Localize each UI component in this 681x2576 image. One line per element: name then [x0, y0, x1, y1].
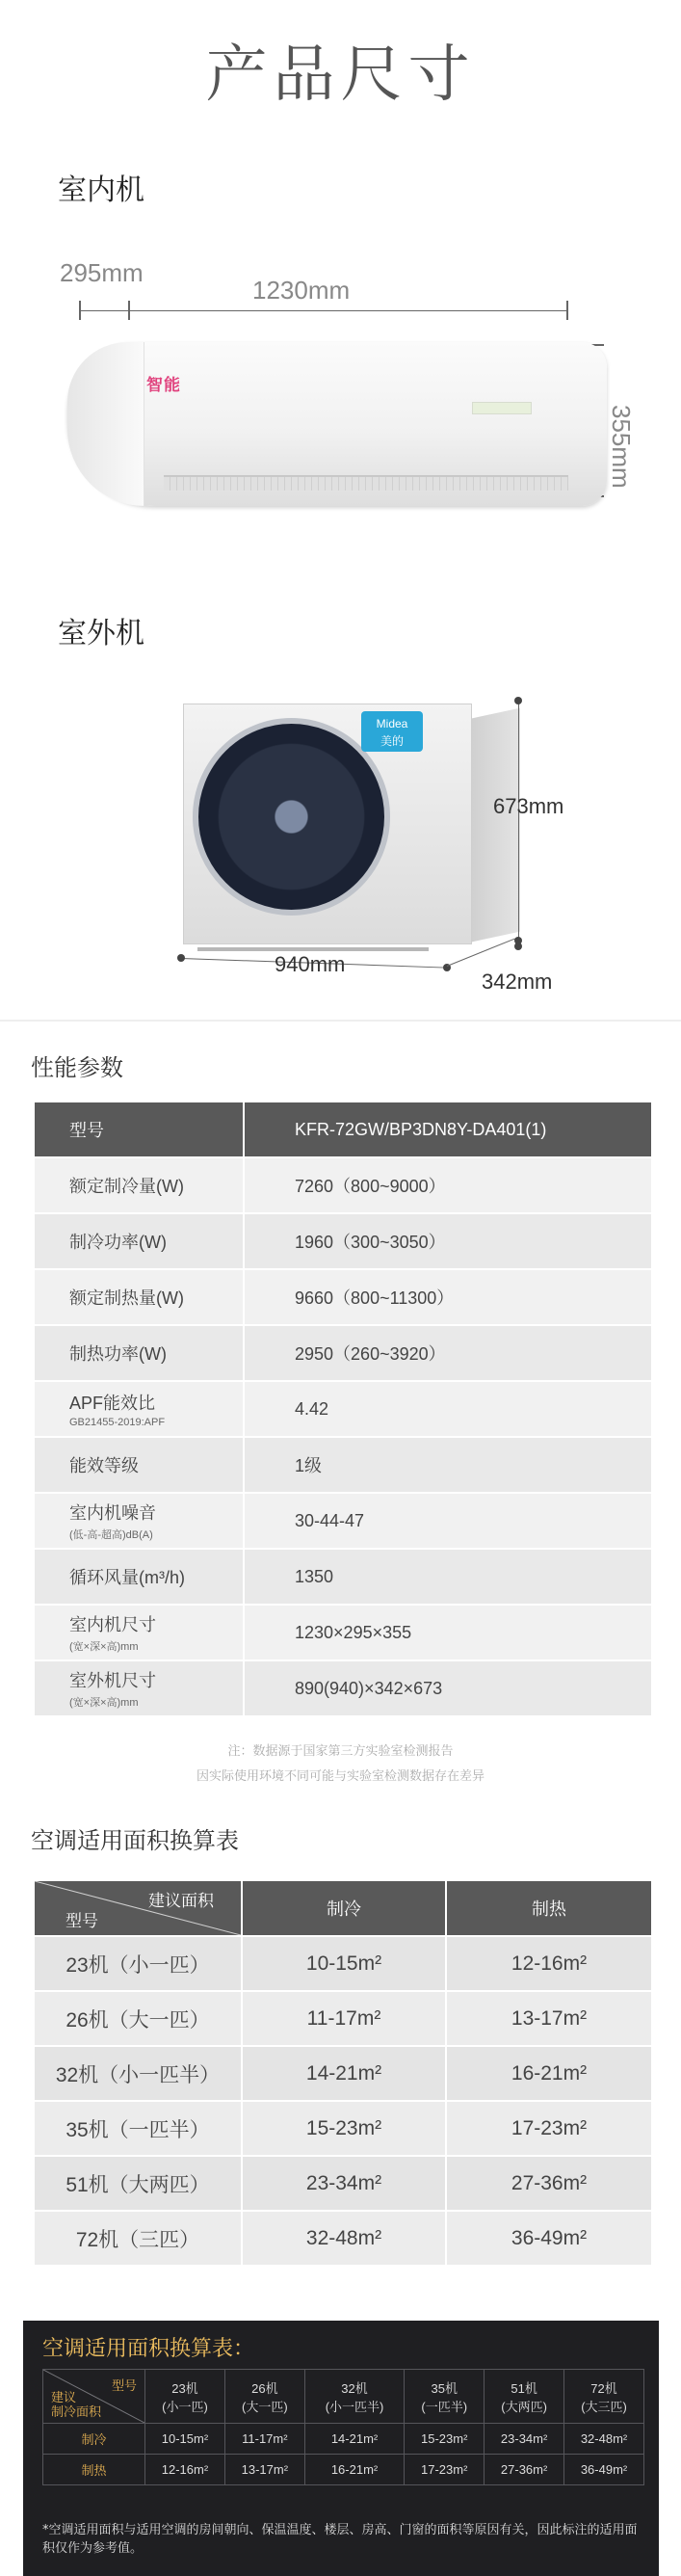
spec-key-sub: (低-高-超高)dB(A) — [69, 1529, 153, 1541]
outdoor-brand-badge — [361, 711, 423, 752]
area-heat: 12-16m² — [447, 1937, 651, 1990]
dark-panel-title: 空调适用面积换算表： — [42, 2337, 255, 2361]
spec-value: 9660（800~11300） — [245, 1270, 651, 1324]
spec-value: 890(940)×342×673 — [245, 1661, 651, 1715]
dark-header-row — [43, 2370, 644, 2424]
table-row — [43, 2455, 644, 2485]
dark-cool-label: 制冷 — [43, 2424, 145, 2455]
area-model: 23机（小一匹） — [35, 1937, 243, 1990]
area-heat: 36-49m² — [447, 2212, 651, 2265]
dark-model-header: 23机 (小一匹) — [145, 2370, 225, 2424]
outdoor-width-dot-left — [177, 954, 185, 962]
dark-header-corner — [43, 2370, 145, 2424]
spec-value: 7260（800~9000） — [245, 1158, 651, 1212]
area-cool: 11-17m² — [243, 1992, 447, 2045]
spec-key-sub: GB21455-2019:APF — [69, 1417, 166, 1428]
area-heat: 13-17m² — [447, 1992, 651, 2045]
indoor-height-dimension: 355mm — [607, 405, 636, 489]
indoor-unit-image — [67, 342, 607, 506]
area-header-cool: 制冷 — [243, 1881, 447, 1935]
indoor-air-vent — [164, 475, 568, 491]
dark-heat-value: 12-16m² — [145, 2455, 225, 2485]
indoor-width-tick-right — [566, 301, 568, 320]
indoor-brand-mark: 智能 — [146, 376, 181, 395]
spec-key: 额定制冷量(W) — [35, 1158, 245, 1212]
table-row — [35, 1606, 651, 1660]
page-title: 产品尺寸 — [205, 40, 476, 111]
spec-key: 室内机噪音 (低-高-超高)dB(A) — [35, 1494, 245, 1548]
specs-note-1: 注：数据源于国家第三方实验室检测报告 — [227, 1744, 454, 1759]
table-row — [35, 1438, 651, 1492]
spec-key: APF能效比 GB21455-2019:APF — [35, 1382, 245, 1436]
area-cool: 32-48m² — [243, 2212, 447, 2265]
spec-value: 30-44-47 — [245, 1494, 651, 1548]
specs-header-key: 型号 — [35, 1102, 245, 1156]
outdoor-unit-label: 室外机 — [58, 617, 144, 651]
spec-key-sub: (宽×深×高)mm — [69, 1697, 139, 1709]
spec-key: 室内机尺寸 (宽×深×高)mm — [35, 1606, 245, 1660]
spec-value: 1230×295×355 — [245, 1606, 651, 1660]
specs-section-title: 性能参数 — [31, 1054, 123, 1081]
spec-value: 1960（300~3050） — [245, 1214, 651, 1268]
dark-model-header: 32机 (小一匹半) — [304, 2370, 404, 2424]
outdoor-unit-feet — [197, 940, 429, 951]
table-row — [35, 1550, 651, 1604]
area-header-corner-bottom: 型号 — [65, 1912, 98, 1930]
table-row — [35, 1382, 651, 1436]
dark-corner-top: 型号 — [111, 2378, 137, 2393]
spec-key: 制冷功率(W) — [35, 1214, 245, 1268]
dark-area-table — [42, 2369, 644, 2485]
spec-value: 1级 — [245, 1438, 651, 1492]
spec-value: 1350 — [245, 1550, 651, 1604]
outdoor-brand-cn: 美的 — [380, 734, 404, 748]
area-heat: 17-23m² — [447, 2102, 651, 2155]
table-row — [35, 1270, 651, 1324]
dark-cool-value: 23-34m² — [485, 2424, 564, 2455]
area-header-heat: 制热 — [447, 1881, 651, 1935]
dark-heat-value: 16-21m² — [304, 2455, 404, 2485]
spec-value: 4.42 — [245, 1382, 651, 1436]
dark-cool-value: 14-21m² — [304, 2424, 404, 2455]
dark-heat-value: 27-36m² — [485, 2455, 564, 2485]
dark-area-panel — [23, 2321, 659, 2576]
table-row — [35, 1494, 651, 1548]
area-model: 26机（大一匹） — [35, 1992, 243, 2045]
dark-heat-value: 17-23m² — [405, 2455, 485, 2485]
area-model: 32机（小一匹半） — [35, 2047, 243, 2100]
table-row — [35, 2157, 651, 2210]
area-table — [35, 1879, 651, 2267]
dark-heat-label: 制热 — [43, 2455, 145, 2485]
dark-cool-value: 15-23m² — [405, 2424, 485, 2455]
dark-model-header: 72机 (大三匹) — [564, 2370, 644, 2424]
table-row — [35, 1992, 651, 2045]
table-row — [43, 2424, 644, 2455]
spec-value: 2950（260~3920） — [245, 1326, 651, 1380]
area-model: 51机（大两匹） — [35, 2157, 243, 2210]
outdoor-height-line — [518, 701, 519, 940]
table-row — [35, 1326, 651, 1380]
dark-cool-value: 11-17m² — [224, 2424, 304, 2455]
specs-header-row — [35, 1102, 651, 1156]
table-row — [35, 2102, 651, 2155]
area-cool: 23-34m² — [243, 2157, 447, 2210]
outdoor-depth-dimension: 342mm — [482, 969, 553, 994]
indoor-depth-dimension: 295mm — [60, 258, 144, 287]
indoor-display-panel — [472, 402, 532, 414]
area-model: 72机（三匹） — [35, 2212, 243, 2265]
spec-key: 循环风量(m³/h) — [35, 1550, 245, 1604]
indoor-depth-tick — [128, 301, 130, 320]
indoor-width-dimension: 1230mm — [252, 276, 351, 305]
specs-table — [35, 1101, 651, 1717]
spec-key: 能效等级 — [35, 1438, 245, 1492]
specs-header-value: KFR-72GW/BP3DN8Y-DA401(1) — [245, 1102, 651, 1156]
outdoor-unit-side — [472, 708, 520, 943]
indoor-width-tick-left — [79, 301, 81, 320]
table-row — [35, 2212, 651, 2265]
dark-heat-value: 36-49m² — [564, 2455, 644, 2485]
indoor-unit-endcap — [67, 342, 144, 506]
area-header-corner-top: 建议面积 — [148, 1892, 214, 1910]
indoor-width-line — [79, 310, 567, 311]
area-model: 35机（一匹半） — [35, 2102, 243, 2155]
dark-panel-note: *空调适用面积与适用空调的房间朝向、保温温度、楼层、房高、门窗的面积等原因有关，因此标注的适用面积仅作为参考值。 — [42, 2523, 638, 2556]
specs-note-2: 因实际使用环境不同可能与实验室检测数据存在差异 — [196, 1769, 485, 1784]
area-cool: 10-15m² — [243, 1937, 447, 1990]
dark-heat-value: 13-17m² — [224, 2455, 304, 2485]
area-cool: 15-23m² — [243, 2102, 447, 2155]
section-divider — [0, 1020, 681, 1022]
area-section-title: 空调适用面积换算表 — [31, 1827, 239, 1854]
table-row — [35, 1661, 651, 1715]
table-row — [35, 1158, 651, 1212]
area-header-row — [35, 1881, 651, 1935]
area-heat: 16-21m² — [447, 2047, 651, 2100]
table-row — [35, 1937, 651, 1990]
dark-cool-value: 32-48m² — [564, 2424, 644, 2455]
dark-model-header: 51机 (大两匹) — [485, 2370, 564, 2424]
area-header-corner — [35, 1881, 243, 1935]
dark-model-header: 26机 (大一匹) — [224, 2370, 304, 2424]
dark-corner-bottom: 建议 制冷面积 — [51, 2390, 102, 2419]
outdoor-brand-en: Midea — [376, 717, 408, 730]
area-heat: 27-36m² — [447, 2157, 651, 2210]
outdoor-height-dimension: 673mm — [493, 794, 564, 818]
area-cool: 14-21m² — [243, 2047, 447, 2100]
indoor-unit-label: 室内机 — [58, 173, 144, 207]
table-row — [35, 1214, 651, 1268]
spec-key: 室外机尺寸 (宽×深×高)mm — [35, 1661, 245, 1715]
spec-key-sub: (宽×深×高)mm — [69, 1641, 139, 1653]
spec-key: 额定制热量(W) — [35, 1270, 245, 1324]
spec-key: 制热功率(W) — [35, 1326, 245, 1380]
outdoor-height-dot-top — [514, 697, 522, 704]
table-row — [35, 2047, 651, 2100]
dark-model-header: 35机 (一匹半) — [405, 2370, 485, 2424]
outdoor-width-dimension: 940mm — [275, 952, 346, 976]
outdoor-depth-dot — [514, 943, 522, 950]
dark-cool-value: 10-15m² — [145, 2424, 225, 2455]
